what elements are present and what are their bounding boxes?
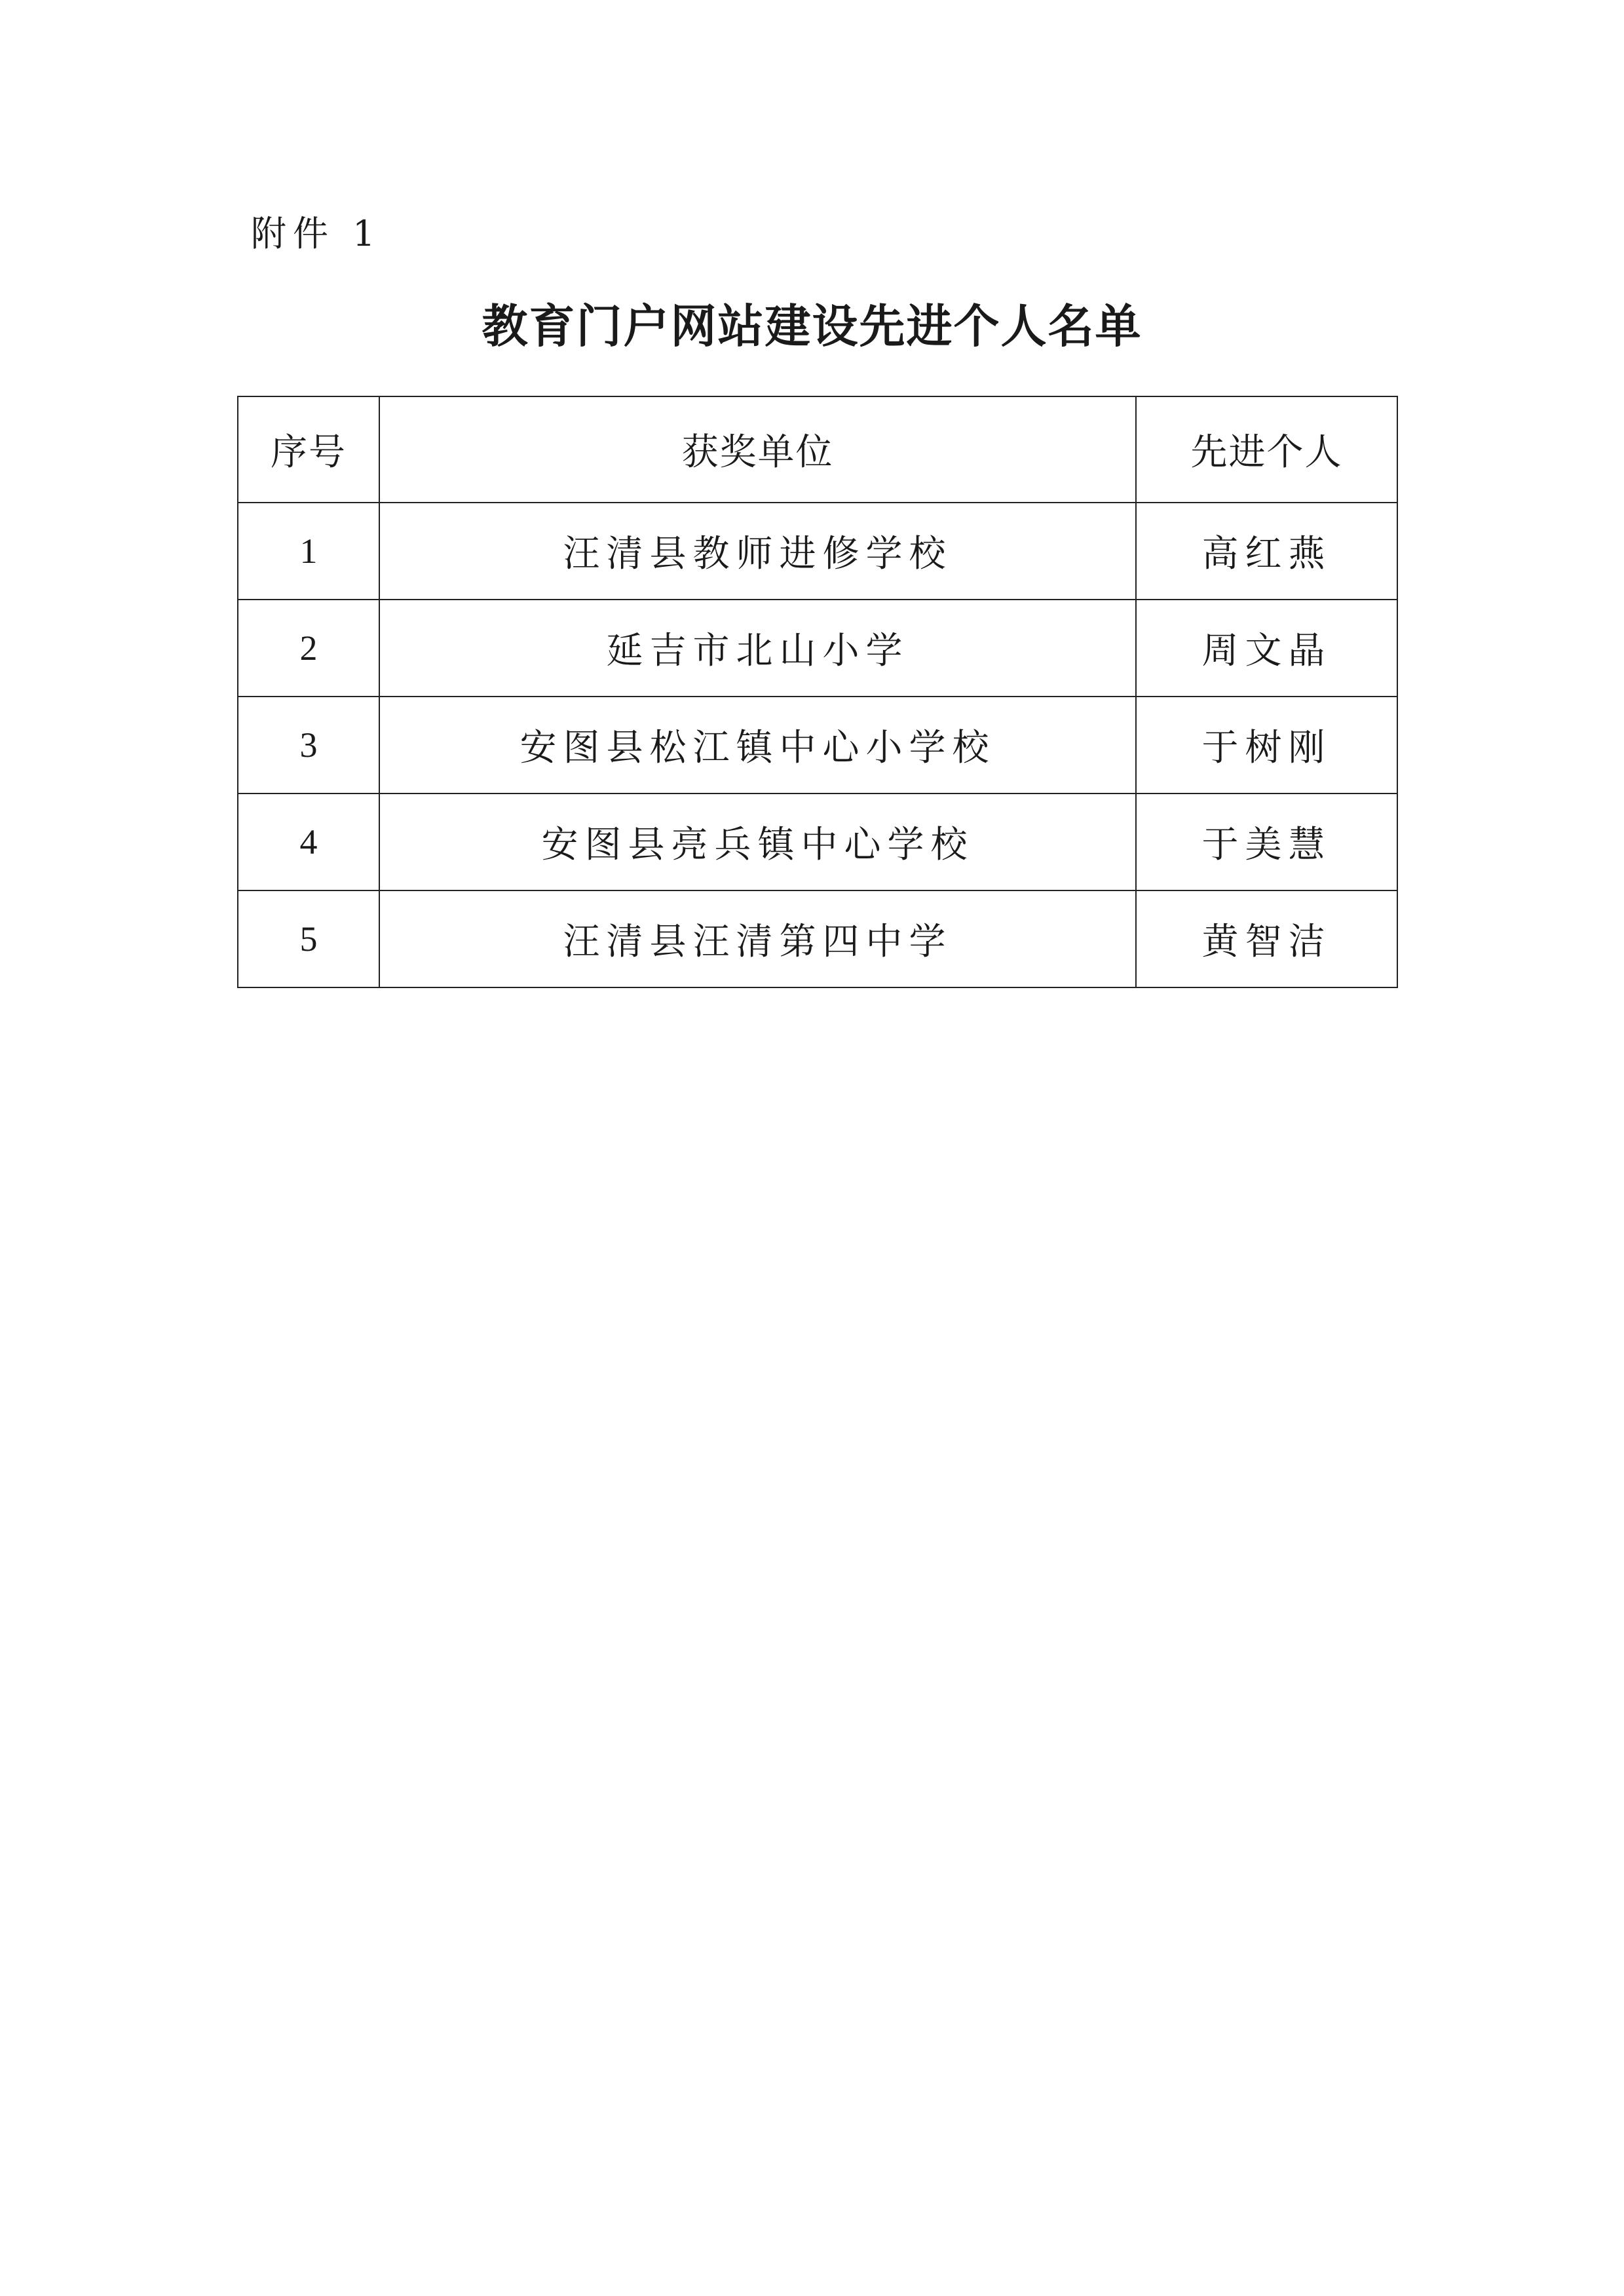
table-row xyxy=(238,600,1397,697)
award-list-table xyxy=(237,396,1398,988)
row-serial-number: 2 xyxy=(238,600,379,697)
table-row xyxy=(238,890,1397,987)
row-advanced-individual: 于美慧 xyxy=(1136,794,1397,890)
row-serial-number: 3 xyxy=(238,697,379,794)
table-header-row xyxy=(238,396,1397,503)
table-row xyxy=(238,794,1397,890)
row-award-unit: 汪清县汪清第四中学 xyxy=(379,890,1136,987)
row-advanced-individual: 高红燕 xyxy=(1136,503,1397,600)
row-award-unit: 安图县松江镇中心小学校 xyxy=(379,697,1136,794)
row-advanced-individual: 于树刚 xyxy=(1136,697,1397,794)
attachment-label: 附件 1 xyxy=(251,213,382,254)
row-award-unit: 延吉市北山小学 xyxy=(379,600,1136,697)
header-advanced-individual: 先进个人 xyxy=(1136,396,1397,503)
row-advanced-individual: 黄智洁 xyxy=(1136,890,1397,987)
document-title: 教育门户网站建设先进个人名单 xyxy=(482,299,1142,353)
row-serial-number: 5 xyxy=(238,890,379,987)
row-award-unit: 安图县亮兵镇中心学校 xyxy=(379,794,1136,890)
table-row xyxy=(238,697,1397,794)
row-serial-number: 4 xyxy=(238,794,379,890)
table-row xyxy=(238,503,1397,600)
row-award-unit: 汪清县教师进修学校 xyxy=(379,503,1136,600)
header-serial-number: 序号 xyxy=(238,396,379,503)
row-serial-number: 1 xyxy=(238,503,379,600)
header-award-unit: 获奖单位 xyxy=(379,396,1136,503)
row-advanced-individual: 周文晶 xyxy=(1136,600,1397,697)
